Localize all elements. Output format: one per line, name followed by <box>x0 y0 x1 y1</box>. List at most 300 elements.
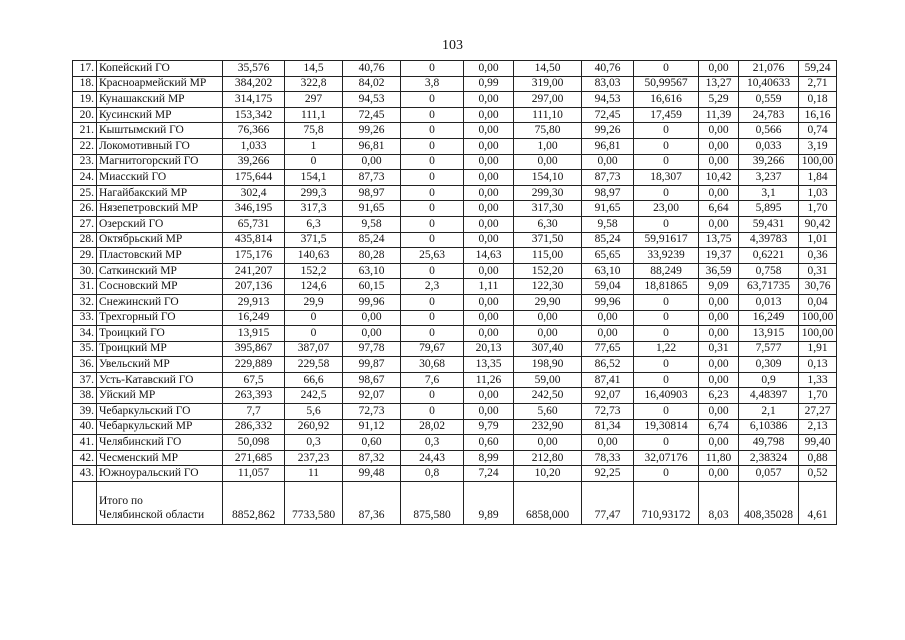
value-cell: 14,63 <box>464 248 514 264</box>
value-cell: 1,11 <box>464 279 514 295</box>
value-cell: 72,45 <box>343 107 401 123</box>
value-cell: 100,00 <box>799 326 837 342</box>
row-number-cell: 23. <box>73 154 97 170</box>
row-number-cell: 36. <box>73 357 97 373</box>
value-cell: 241,207 <box>223 263 285 279</box>
value-cell: 36,59 <box>699 263 739 279</box>
value-cell: 314,175 <box>223 92 285 108</box>
value-cell: 10,42 <box>699 170 739 186</box>
table-row <box>73 232 837 248</box>
value-cell: 18,81865 <box>634 279 699 295</box>
table-row <box>73 341 837 357</box>
municipality-name-cell: Троицкий МР <box>97 341 223 357</box>
total-value-cell: 87,36 <box>343 482 401 525</box>
value-cell: 4,48397 <box>739 388 799 404</box>
value-cell: 18,307 <box>634 170 699 186</box>
value-cell: 242,5 <box>285 388 343 404</box>
value-cell: 0 <box>401 154 464 170</box>
value-cell: 111,1 <box>285 107 343 123</box>
municipality-name-cell: Троицкий ГО <box>97 326 223 342</box>
value-cell: 72,73 <box>582 404 634 420</box>
municipality-name-cell: Чебаркульский МР <box>97 419 223 435</box>
value-cell: 5,895 <box>739 201 799 217</box>
value-cell: 13,27 <box>699 76 739 92</box>
value-cell: 10,20 <box>514 466 582 482</box>
value-cell: 0,00 <box>699 372 739 388</box>
table-row <box>73 263 837 279</box>
row-number-cell: 43. <box>73 466 97 482</box>
municipality-name-cell: Нагайбакский МР <box>97 185 223 201</box>
value-cell: 16,40903 <box>634 388 699 404</box>
value-cell: 91,65 <box>343 201 401 217</box>
value-cell: 72,73 <box>343 404 401 420</box>
value-cell: 30,76 <box>799 279 837 295</box>
value-cell: 0,00 <box>699 185 739 201</box>
value-cell: 85,24 <box>582 232 634 248</box>
value-cell: 72,45 <box>582 107 634 123</box>
value-cell: 87,41 <box>582 372 634 388</box>
value-cell: 50,99567 <box>634 76 699 92</box>
value-cell: 302,4 <box>223 185 285 201</box>
value-cell: 1,033 <box>223 138 285 154</box>
municipality-name-cell: Кунашакский МР <box>97 92 223 108</box>
value-cell: 99,96 <box>582 294 634 310</box>
value-cell: 87,32 <box>343 450 401 466</box>
value-cell: 0,00 <box>464 61 514 77</box>
value-cell: 0 <box>634 61 699 77</box>
row-number-cell: 24. <box>73 170 97 186</box>
value-cell: 307,40 <box>514 341 582 357</box>
value-cell: 60,15 <box>343 279 401 295</box>
value-cell: 85,24 <box>343 232 401 248</box>
value-cell: 0,00 <box>514 435 582 451</box>
value-cell: 17,459 <box>634 107 699 123</box>
municipality-name-cell: Октябрьский МР <box>97 232 223 248</box>
value-cell: 10,40633 <box>739 76 799 92</box>
value-cell: 7,24 <box>464 466 514 482</box>
value-cell: 9,09 <box>699 279 739 295</box>
value-cell: 124,6 <box>285 279 343 295</box>
value-cell: 91,65 <box>582 201 634 217</box>
value-cell: 229,58 <box>285 357 343 373</box>
value-cell: 2,3 <box>401 279 464 295</box>
value-cell: 175,176 <box>223 248 285 264</box>
value-cell: 0,00 <box>699 61 739 77</box>
value-cell: 0,74 <box>799 123 837 139</box>
value-cell: 67,5 <box>223 372 285 388</box>
value-cell: 0,00 <box>343 310 401 326</box>
value-cell: 0 <box>401 404 464 420</box>
row-number-cell: 42. <box>73 450 97 466</box>
value-cell: 21,076 <box>739 61 799 77</box>
value-cell: 0,00 <box>343 326 401 342</box>
value-cell: 2,71 <box>799 76 837 92</box>
value-cell: 59,04 <box>582 279 634 295</box>
value-cell: 0,00 <box>464 201 514 217</box>
row-number-cell: 40. <box>73 419 97 435</box>
row-number-cell: 39. <box>73 404 97 420</box>
value-cell: 0,00 <box>464 138 514 154</box>
value-cell: 63,71735 <box>739 279 799 295</box>
value-cell: 90,42 <box>799 216 837 232</box>
value-cell: 0 <box>401 61 464 77</box>
value-cell: 11 <box>285 466 343 482</box>
value-cell: 92,07 <box>343 388 401 404</box>
value-cell: 87,73 <box>343 170 401 186</box>
value-cell: 23,00 <box>634 201 699 217</box>
municipality-name-cell: Чесменский МР <box>97 450 223 466</box>
value-cell: 297 <box>285 92 343 108</box>
row-number-cell: 34. <box>73 326 97 342</box>
table-row <box>73 216 837 232</box>
municipality-name-cell: Сосновский МР <box>97 279 223 295</box>
value-cell: 0,04 <box>799 294 837 310</box>
table-row <box>73 466 837 482</box>
row-number-cell: 25. <box>73 185 97 201</box>
value-cell: 0,00 <box>699 294 739 310</box>
value-cell: 0 <box>401 185 464 201</box>
value-cell: 0 <box>401 138 464 154</box>
value-cell: 0 <box>401 232 464 248</box>
value-cell: 212,80 <box>514 450 582 466</box>
value-cell: 111,10 <box>514 107 582 123</box>
value-cell: 0,36 <box>799 248 837 264</box>
value-cell: 24,43 <box>401 450 464 466</box>
value-cell: 14,50 <box>514 61 582 77</box>
value-cell: 1,91 <box>799 341 837 357</box>
value-cell: 2,13 <box>799 419 837 435</box>
value-cell: 0,3 <box>401 435 464 451</box>
table-row <box>73 123 837 139</box>
value-cell: 9,79 <box>464 419 514 435</box>
value-cell: 0,00 <box>464 404 514 420</box>
table-row <box>73 61 837 77</box>
value-cell: 0,00 <box>699 404 739 420</box>
total-value-cell: 408,35028 <box>739 482 799 525</box>
value-cell: 0,00 <box>464 185 514 201</box>
municipality-name-cell: Чебаркульский ГО <box>97 404 223 420</box>
row-number-cell: 33. <box>73 310 97 326</box>
value-cell: 6,64 <box>699 201 739 217</box>
total-label-line1: Итого по <box>99 495 143 508</box>
value-cell: 7,577 <box>739 341 799 357</box>
value-cell: 0,00 <box>699 138 739 154</box>
value-cell: 100,00 <box>799 310 837 326</box>
value-cell: 152,20 <box>514 263 582 279</box>
value-cell: 99,26 <box>582 123 634 139</box>
value-cell: 0,00 <box>699 326 739 342</box>
value-cell: 0,00 <box>699 357 739 373</box>
value-cell: 319,00 <box>514 76 582 92</box>
value-cell: 16,249 <box>739 310 799 326</box>
value-cell: 0,31 <box>799 263 837 279</box>
value-cell: 5,60 <box>514 404 582 420</box>
municipality-name-cell: Миасский ГО <box>97 170 223 186</box>
value-cell: 0,88 <box>799 450 837 466</box>
value-cell: 39,266 <box>223 154 285 170</box>
value-cell: 242,50 <box>514 388 582 404</box>
total-value-cell: 77,47 <box>582 482 634 525</box>
row-number-cell: 38. <box>73 388 97 404</box>
value-cell: 29,913 <box>223 294 285 310</box>
value-cell: 286,332 <box>223 419 285 435</box>
row-number-cell: 26. <box>73 201 97 217</box>
row-number-cell: 37. <box>73 372 97 388</box>
row-number-cell: 28. <box>73 232 97 248</box>
value-cell: 6,30 <box>514 216 582 232</box>
value-cell: 92,07 <box>582 388 634 404</box>
value-cell: 3,237 <box>739 170 799 186</box>
value-cell: 100,00 <box>799 154 837 170</box>
value-cell: 83,03 <box>582 76 634 92</box>
table-row <box>73 310 837 326</box>
table-row <box>73 92 837 108</box>
value-cell: 0,60 <box>464 435 514 451</box>
value-cell: 1,03 <box>799 185 837 201</box>
value-cell: 75,80 <box>514 123 582 139</box>
total-label-cell <box>97 482 223 525</box>
value-cell: 395,867 <box>223 341 285 357</box>
value-cell: 0,00 <box>464 92 514 108</box>
municipality-name-cell: Красноармейский МР <box>97 76 223 92</box>
row-number-cell: 17. <box>73 61 97 77</box>
value-cell: 81,34 <box>582 419 634 435</box>
value-cell: 154,10 <box>514 170 582 186</box>
value-cell: 39,266 <box>739 154 799 170</box>
value-cell: 297,00 <box>514 92 582 108</box>
value-cell: 99,40 <box>799 435 837 451</box>
municipality-name-cell: Трехгорный ГО <box>97 310 223 326</box>
total-value-cell: 710,93172 <box>634 482 699 525</box>
table-row <box>73 435 837 451</box>
value-cell: 99,26 <box>343 123 401 139</box>
value-cell: 0 <box>634 372 699 388</box>
value-cell: 0 <box>401 201 464 217</box>
value-cell: 6,10386 <box>739 419 799 435</box>
row-number-cell: 22. <box>73 138 97 154</box>
value-cell: 0 <box>285 326 343 342</box>
value-cell: 98,67 <box>343 372 401 388</box>
value-cell: 0,00 <box>464 154 514 170</box>
value-cell: 0 <box>285 154 343 170</box>
municipality-name-cell: Увельский МР <box>97 357 223 373</box>
value-cell: 97,78 <box>343 341 401 357</box>
value-cell: 94,53 <box>582 92 634 108</box>
row-number-cell: 32. <box>73 294 97 310</box>
value-cell: 3,1 <box>739 185 799 201</box>
value-cell: 50,098 <box>223 435 285 451</box>
value-cell: 1,33 <box>799 372 837 388</box>
value-cell: 92,25 <box>582 466 634 482</box>
value-cell: 24,783 <box>739 107 799 123</box>
table-row <box>73 294 837 310</box>
value-cell: 384,202 <box>223 76 285 92</box>
value-cell: 40,76 <box>582 61 634 77</box>
value-cell: 11,39 <box>699 107 739 123</box>
value-cell: 0 <box>634 216 699 232</box>
table-row <box>73 185 837 201</box>
value-cell: 94,53 <box>343 92 401 108</box>
value-cell: 0 <box>634 138 699 154</box>
value-cell: 0 <box>401 216 464 232</box>
value-cell: 16,16 <box>799 107 837 123</box>
value-cell: 0,00 <box>514 326 582 342</box>
value-cell: 0,60 <box>343 435 401 451</box>
value-cell: 371,50 <box>514 232 582 248</box>
row-number-cell: 30. <box>73 263 97 279</box>
value-cell: 0 <box>634 404 699 420</box>
value-cell: 7,6 <box>401 372 464 388</box>
table-row <box>73 450 837 466</box>
value-cell: 0,00 <box>464 123 514 139</box>
municipality-name-cell: Челябинский ГО <box>97 435 223 451</box>
value-cell: 5,29 <box>699 92 739 108</box>
total-value-cell: 875,580 <box>401 482 464 525</box>
municipality-name-cell: Нязепетровский МР <box>97 201 223 217</box>
value-cell: 0 <box>634 123 699 139</box>
value-cell: 11,26 <box>464 372 514 388</box>
value-cell: 299,3 <box>285 185 343 201</box>
value-cell: 0 <box>634 310 699 326</box>
value-cell: 6,23 <box>699 388 739 404</box>
value-cell: 0 <box>401 107 464 123</box>
value-cell: 98,97 <box>343 185 401 201</box>
value-cell: 0,00 <box>514 310 582 326</box>
value-cell: 77,65 <box>582 341 634 357</box>
value-cell: 0 <box>634 435 699 451</box>
value-cell: 33,9239 <box>634 248 699 264</box>
value-cell: 435,814 <box>223 232 285 248</box>
value-cell: 0,00 <box>699 466 739 482</box>
value-cell: 2,1 <box>739 404 799 420</box>
value-cell: 232,90 <box>514 419 582 435</box>
value-cell: 0,057 <box>739 466 799 482</box>
value-cell: 271,685 <box>223 450 285 466</box>
value-cell: 16,616 <box>634 92 699 108</box>
total-row <box>73 482 837 525</box>
municipality-name-cell: Локомотивный ГО <box>97 138 223 154</box>
table-row <box>73 107 837 123</box>
value-cell: 0,00 <box>464 170 514 186</box>
value-cell: 0,00 <box>464 232 514 248</box>
value-cell: 0,00 <box>699 435 739 451</box>
value-cell: 175,644 <box>223 170 285 186</box>
value-cell: 152,2 <box>285 263 343 279</box>
row-number-cell: 18. <box>73 76 97 92</box>
value-cell: 0,758 <box>739 263 799 279</box>
table-row <box>73 248 837 264</box>
value-cell: 0,18 <box>799 92 837 108</box>
value-cell: 1,70 <box>799 388 837 404</box>
total-number-cell <box>73 482 97 525</box>
value-cell: 0,52 <box>799 466 837 482</box>
value-cell: 6,74 <box>699 419 739 435</box>
value-cell: 0,31 <box>699 341 739 357</box>
value-cell: 76,366 <box>223 123 285 139</box>
municipality-name-cell: Магнитогорский ГО <box>97 154 223 170</box>
value-cell: 65,65 <box>582 248 634 264</box>
table-row <box>73 170 837 186</box>
value-cell: 98,97 <box>582 185 634 201</box>
value-cell: 0,00 <box>582 154 634 170</box>
value-cell: 0,00 <box>464 388 514 404</box>
value-cell: 1,84 <box>799 170 837 186</box>
value-cell: 0,00 <box>343 154 401 170</box>
value-cell: 3,8 <box>401 76 464 92</box>
value-cell: 153,342 <box>223 107 285 123</box>
table-row <box>73 357 837 373</box>
value-cell: 66,6 <box>285 372 343 388</box>
municipality-name-cell: Усть-Катавский ГО <box>97 372 223 388</box>
value-cell: 1,70 <box>799 201 837 217</box>
municipality-name-cell: Копейский ГО <box>97 61 223 77</box>
value-cell: 32,07176 <box>634 450 699 466</box>
value-cell: 0,033 <box>739 138 799 154</box>
municipality-name-cell: Саткинский МР <box>97 263 223 279</box>
value-cell: 65,731 <box>223 216 285 232</box>
table-row <box>73 154 837 170</box>
value-cell: 317,30 <box>514 201 582 217</box>
total-value-cell: 8852,862 <box>223 482 285 525</box>
municipality-name-cell: Пластовский МР <box>97 248 223 264</box>
value-cell: 59,91617 <box>634 232 699 248</box>
value-cell: 6,3 <box>285 216 343 232</box>
value-cell: 78,33 <box>582 450 634 466</box>
value-cell: 0 <box>634 466 699 482</box>
value-cell: 14,5 <box>285 61 343 77</box>
value-cell: 99,87 <box>343 357 401 373</box>
value-cell: 5,6 <box>285 404 343 420</box>
value-cell: 99,96 <box>343 294 401 310</box>
total-value-cell: 6858,000 <box>514 482 582 525</box>
table-row <box>73 138 837 154</box>
value-cell: 1,01 <box>799 232 837 248</box>
value-cell: 27,27 <box>799 404 837 420</box>
value-cell: 0,00 <box>464 216 514 232</box>
value-cell: 49,798 <box>739 435 799 451</box>
value-cell: 0,00 <box>699 310 739 326</box>
value-cell: 11,057 <box>223 466 285 482</box>
value-cell: 0,8 <box>401 466 464 482</box>
value-cell: 0,00 <box>464 326 514 342</box>
value-cell: 75,8 <box>285 123 343 139</box>
value-cell: 0,3 <box>285 435 343 451</box>
value-cell: 0 <box>401 123 464 139</box>
row-number-cell: 21. <box>73 123 97 139</box>
value-cell: 0 <box>401 310 464 326</box>
value-cell: 0,00 <box>699 123 739 139</box>
table-row <box>73 201 837 217</box>
value-cell: 3,19 <box>799 138 837 154</box>
value-cell: 0,00 <box>514 154 582 170</box>
value-cell: 0,13 <box>799 357 837 373</box>
value-cell: 87,73 <box>582 170 634 186</box>
value-cell: 122,30 <box>514 279 582 295</box>
value-cell: 0 <box>401 388 464 404</box>
value-cell: 1,22 <box>634 341 699 357</box>
value-cell: 9,58 <box>582 216 634 232</box>
value-cell: 99,48 <box>343 466 401 482</box>
value-cell: 0,566 <box>739 123 799 139</box>
value-cell: 0,6221 <box>739 248 799 264</box>
value-cell: 371,5 <box>285 232 343 248</box>
value-cell: 198,90 <box>514 357 582 373</box>
value-cell: 0,309 <box>739 357 799 373</box>
value-cell: 96,81 <box>343 138 401 154</box>
value-cell: 154,1 <box>285 170 343 186</box>
row-number-cell: 19. <box>73 92 97 108</box>
value-cell: 0 <box>285 310 343 326</box>
